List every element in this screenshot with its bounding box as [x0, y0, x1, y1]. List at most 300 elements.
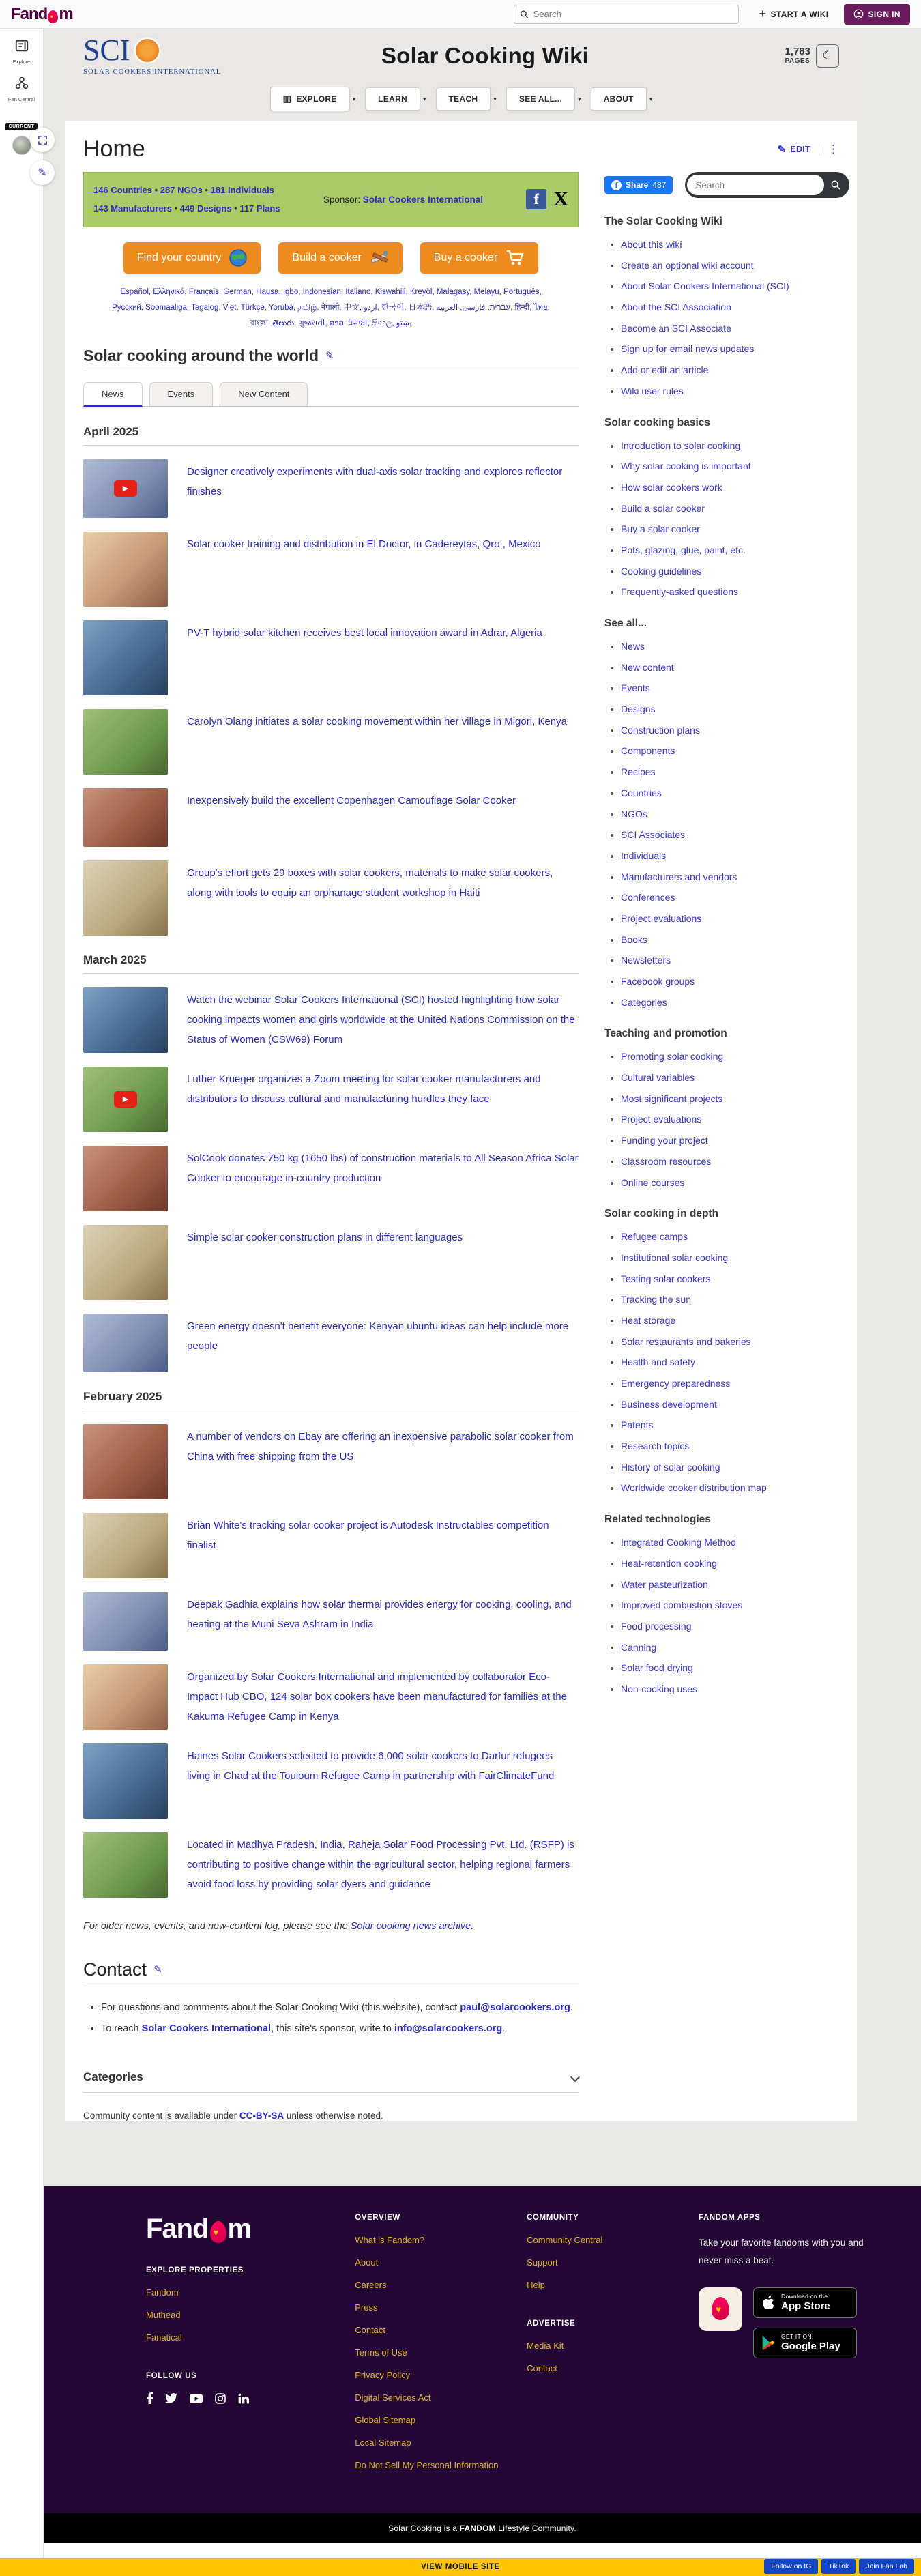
sci-wordmark[interactable] [83, 35, 267, 76]
pill-follow-on-ig[interactable]: Follow on IG [764, 2559, 818, 2574]
news-item [83, 1314, 579, 1372]
linkedin-icon[interactable] [238, 2393, 249, 2404]
footer-item [355, 2279, 527, 2291]
facebook-icon[interactable] [146, 2392, 153, 2404]
news-link[interactable]: PV-T hybrid solar kitchen receives best local innovation award in Adrar, Algeria [187, 626, 542, 639]
footer-link-muthead[interactable]: Muthead [146, 2310, 181, 2321]
wiki-nav-explore[interactable]: ▥ EXPLORE [270, 87, 350, 111]
footer-link-support[interactable]: Support [527, 2257, 558, 2268]
news-link[interactable]: Carolyn Olang initiates a solar cooking movement within her village in Migori, Kenya [187, 715, 567, 727]
stat-separator: • [231, 203, 240, 214]
stats-banner [83, 172, 579, 227]
news-link[interactable]: SolCook donates 750 kg (1650 lbs) of construction materials to All Season Africa Solar Cooker to encourage in-country production [187, 1152, 579, 1184]
sidebar-item [621, 723, 839, 738]
news-thumbnail[interactable] [83, 1225, 168, 1300]
sidebar-link-events[interactable]: Events [621, 682, 650, 694]
stat-link-181-individuals[interactable]: 181 Individuals [210, 185, 274, 195]
sci-logo-subtitle: SOLAR COOKERS INTERNATIONAL [83, 68, 222, 76]
news-link[interactable]: Designer creatively experiments with dual-axis solar tracking and explores reflector finishes [187, 465, 563, 497]
news-item [83, 987, 579, 1053]
action-label: Build a cooker [292, 251, 362, 263]
sidebar-link-about-the-sci-association[interactable]: About the SCI Association [621, 302, 731, 313]
news-thumbnail[interactable] [83, 987, 168, 1053]
sidebar-link-frequently-asked-questions[interactable]: Frequently-asked questions [621, 586, 738, 598]
stat-link-117-plans[interactable]: 117 Plans [239, 203, 280, 214]
sidebar-section-solar-cooking-basics: Solar cooking basics [604, 416, 711, 429]
sidebar-link-cooking-guidelines[interactable]: Cooking guidelines [621, 565, 702, 577]
sidebar-item [621, 543, 839, 558]
wiki-nav-caret-see-all[interactable]: ▾ [578, 95, 581, 102]
news-link[interactable]: Group's effort gets 29 boxes with solar cookers, materials to make solar cookers, along with tools to equip an orphanage student workshop in Haiti [187, 867, 553, 899]
news-item [83, 1225, 579, 1300]
news-link[interactable]: Green energy doesn't benefit everyone: Kenyan ubuntu ideas can help include more people [187, 1320, 569, 1352]
sidebar-item [621, 502, 839, 517]
news-link[interactable]: Located in Madhya Pradesh, India, Raheja Solar Food Processing Pvt. Ltd. (RSFP) is contributing to positive change within the agricultural sector, helping regional farmers avoid food loss by providing solar dyers and guidance [187, 1838, 574, 1891]
sidebar-link-classroom-resources[interactable]: Classroom resources [621, 1155, 712, 1167]
tab-events[interactable]: Events [149, 382, 214, 406]
text-segment: unless otherwise noted. [284, 2111, 383, 2122]
edit-pencil-icon: ✎ [777, 143, 787, 156]
sidebar-link-project-evaluations[interactable]: Project evaluations [621, 912, 702, 924]
footer-item [527, 2234, 699, 2246]
fandom-footer-logo[interactable]: Fand ♥ m [146, 2214, 355, 2244]
inline-link-solar-cookers-international[interactable]: Solar Cookers International [141, 2023, 272, 2035]
footer-link-terms-of-use[interactable]: Terms of Use [355, 2347, 407, 2358]
wiki-nav-group-see-all [506, 87, 581, 111]
sidebar-item [621, 661, 839, 676]
sidebar-item [621, 459, 839, 474]
view-mobile-site-bar[interactable]: VIEW MOBILE SITE [0, 2558, 921, 2576]
sidebar-item [621, 321, 839, 336]
contact-item [101, 1997, 579, 2019]
news-link[interactable]: Organized by Solar Cookers International and implemented by collaborator Eco-Impact Hub CBO, 124 solar box cookers have been manufactured for families at the Kakuma Refugee Camp in Kenya [187, 1670, 567, 1723]
news-link[interactable]: Watch the webinar Solar Cookers International (SCI) hosted highlighting how solar cooking impacts women and girls worldwide at the United Nations Commission on the Status of Women (CSW69) Forum [187, 994, 575, 1046]
sidebar-item [621, 1335, 839, 1350]
sidebar-link-cultural-variables[interactable]: Cultural variables [621, 1072, 695, 1084]
news-link[interactable]: Inexpensively build the excellent Copenhagen Camouflage Solar Cooker [187, 794, 516, 807]
footer-link-do-not-sell-my-personal-information[interactable]: Do Not Sell My Personal Information [355, 2460, 499, 2471]
wiki-title[interactable]: Solar Cooking Wiki [381, 42, 589, 68]
sidebar-item [621, 259, 839, 274]
sidebar-item [621, 1439, 839, 1454]
sidebar-item [621, 1682, 839, 1697]
footer-link-press[interactable]: Press [355, 2302, 378, 2313]
community-header: COMMUNITY [527, 2214, 579, 2223]
sidebar-link-heat-storage[interactable]: Heat storage [621, 1314, 676, 1326]
wiki-nav-group-explore [270, 87, 356, 111]
month-heading-april-2025: April 2025 [83, 425, 579, 446]
sidebar-link-institutional-solar-cooking[interactable]: Institutional solar cooking [621, 1251, 729, 1263]
google-play-badge[interactable]: GET IT ON Google Play [753, 2328, 857, 2358]
news-link[interactable]: Deepak Gadhia explains how solar thermal provides energy for cooking, cooling, and heating at the Muni Seva Ashram in India [187, 1598, 572, 1630]
wiki-nav-group-about [591, 87, 653, 111]
sidebar-link-pots-glazing-glue-paint-etc[interactable]: Pots, glazing, glue, paint, etc. [621, 544, 746, 555]
tab-news[interactable]: News [83, 382, 143, 407]
sidebar-link-online-courses[interactable]: Online courses [621, 1176, 685, 1188]
sidebar-link-testing-solar-cookers[interactable]: Testing solar cookers [621, 1273, 711, 1284]
footer-item [355, 2257, 527, 2269]
footer-link-community-central[interactable]: Community Central [527, 2235, 603, 2246]
footer-link-privacy-policy[interactable]: Privacy Policy [355, 2370, 411, 2381]
wiki-nav-caret-explore[interactable]: ▾ [352, 95, 356, 102]
sidebar-item [621, 1398, 839, 1413]
footer-link-media-kit[interactable]: Media Kit [527, 2341, 564, 2351]
tab-new-content[interactable]: New Content [220, 382, 308, 406]
sidebar-item [621, 786, 839, 801]
wiki-search[interactable] [685, 172, 849, 198]
sidebar-list-related-technologies [621, 1535, 839, 1697]
text-segment: For questions and comments about the Solar Cooking Wiki (this website), contact [101, 2001, 460, 2013]
footer-item [355, 2437, 527, 2449]
search-icon[interactable] [824, 179, 847, 190]
news-thumbnail[interactable] [83, 1067, 168, 1132]
wiki-nav-caret-learn[interactable]: ▾ [423, 95, 426, 102]
news-thumbnail[interactable] [83, 860, 168, 936]
sidebar-link-research-topics[interactable]: Research topics [621, 1441, 690, 1452]
facebook-icon: f [611, 180, 622, 190]
wiki-nav-caret-about[interactable]: ▾ [649, 95, 653, 102]
sidebar-link-water-pasteurization[interactable]: Water pasteurization [621, 1578, 708, 1590]
footer-link-what-is-fandom[interactable]: What is Fandom? [355, 2235, 425, 2246]
sidebar-link-buy-a-solar-cooker[interactable]: Buy a solar cooker [621, 523, 700, 535]
news-thumbnail[interactable] [83, 1424, 168, 1499]
sidebar-item [621, 702, 839, 717]
sidebar-link-create-an-optional-wiki-account[interactable]: Create an optional wiki account [621, 259, 754, 271]
news-thumbnail[interactable] [83, 709, 168, 775]
sidebar-link-canning[interactable]: Canning [621, 1641, 657, 1653]
wiki-nav-caret-teach[interactable]: ▾ [493, 95, 497, 102]
news-thumbnail[interactable] [83, 1513, 168, 1578]
apple-icon [761, 2294, 775, 2311]
fandom-app-icon[interactable] [699, 2287, 742, 2331]
sidebar-link-sci-associates[interactable]: SCI Associates [621, 829, 686, 841]
stat-link-143-manufacturers[interactable]: 143 Manufacturers [93, 203, 172, 214]
wiki-nav-learn[interactable]: LEARN [365, 87, 420, 111]
sidebar-item [621, 363, 839, 378]
inline-link-solar-cooking-news-archive[interactable]: Solar cooking news archive [350, 1920, 471, 1932]
month-heading-march-2025: March 2025 [83, 953, 579, 974]
buy-a-cooker-button[interactable] [420, 242, 538, 274]
sidebar-link-new-content[interactable]: New content [621, 661, 674, 673]
current-wiki-avatar[interactable] [12, 136, 31, 155]
community-note-bar: Solar Cooking is a FANDOM Lifestyle Community. [44, 2513, 921, 2543]
sidebar-link-introduction-to-solar-cooking[interactable]: Introduction to solar cooking [621, 439, 741, 451]
sidebar-item [621, 807, 839, 822]
sidebar-item [621, 1272, 839, 1287]
news-thumbnail[interactable] [83, 1664, 168, 1730]
sidebar-link-promoting-solar-cooking[interactable]: Promoting solar cooking [621, 1051, 724, 1062]
sidebar-item [621, 1050, 839, 1065]
language-links[interactable]: Español, Ελληνικά, Français, German, Hausa, Igbo, Indonesian, Italiano, Kiswahili, Kreyòl, Malagasy, Melayu, Português, Русский, Soomaaliga, Tagalog, Việt, Türkçe, Yorùbá, தமிழ், नेपाली, 中文, اردو, 한국어, 日本語, עברית, فارسی, العربية, हिन्दी, ไทย, বাংলা, తెలుగు, ગુજરાતી, ລາວ, ਪੰਜਾਬੀ, සිංහල, پښتو [112, 287, 550, 328]
stats-line-2 [93, 199, 280, 218]
chevron-down-icon[interactable] [570, 2072, 580, 2082]
advertise-header: ADVERTISE [527, 2319, 576, 2328]
tools-icon [370, 250, 389, 266]
sidebar-list-solar-cooking-in-depth [621, 1230, 839, 1496]
advertise-list [527, 2340, 699, 2375]
sidebar-link-about-solar-cookers-international-sci[interactable]: About Solar Cookers International (SCI) [621, 280, 789, 292]
sidebar-link-improved-combustion-stoves[interactable]: Improved combustion stoves [621, 1600, 743, 1611]
news-item [83, 1146, 579, 1211]
pill-join-fan-lab[interactable]: Join Fan Lab [859, 2559, 914, 2574]
sidebar-link-solar-food-drying[interactable]: Solar food drying [621, 1662, 693, 1674]
footer-link-contact[interactable]: Contact [527, 2363, 557, 2374]
sidebar-item [621, 237, 839, 252]
sign-in-button[interactable] [844, 4, 910, 25]
sidebar-link-facebook-groups[interactable]: Facebook groups [621, 976, 695, 987]
sidebar-link-tracking-the-sun[interactable]: Tracking the sun [621, 1294, 691, 1305]
sidebar-link-sign-up-for-email-news-updates[interactable]: Sign up for email news updates [621, 343, 755, 355]
sidebar-link-emergency-preparedness[interactable]: Emergency preparedness [621, 1378, 731, 1389]
news-thumbnail[interactable] [83, 1743, 168, 1819]
sidebar-link-refugee-camps[interactable]: Refugee camps [621, 1231, 688, 1243]
build-a-cooker-button[interactable] [278, 242, 402, 274]
sidebar-link-add-or-edit-an-article[interactable]: Add or edit an article [621, 364, 709, 376]
fan-central-icon [14, 76, 29, 91]
sidebar-link-worldwide-cooker-distribution-map[interactable]: Worldwide cooker distribution map [621, 1482, 767, 1494]
news-item [83, 1424, 579, 1499]
quick-edit-pencil-icon[interactable]: ✎ [30, 160, 55, 185]
sidebar-link-project-evaluations[interactable]: Project evaluations [621, 1114, 702, 1125]
sidebar-link-become-an-sci-associate[interactable]: Become an SCI Associate [621, 322, 731, 334]
wiki-nav-see-all[interactable]: SEE ALL... [506, 87, 575, 111]
sidebar-link-solar-restaurants-and-bakeries[interactable]: Solar restaurants and bakeries [621, 1335, 751, 1347]
news-thumbnail[interactable] [83, 1314, 168, 1372]
news-thumbnail[interactable] [83, 532, 168, 607]
sidebar-item [621, 849, 839, 864]
footer-item [355, 2459, 527, 2472]
sidebar-item [621, 953, 839, 968]
contact-list [101, 1997, 579, 2041]
sidebar-item [621, 1314, 839, 1329]
rail-explore-label: Explore [12, 59, 31, 65]
footer-link-about[interactable]: About [355, 2257, 379, 2268]
sidebar-item [621, 1418, 839, 1433]
edit-button[interactable] [777, 143, 810, 156]
sidebar-section-see-all: See all... [604, 618, 647, 629]
sidebar-link-business-development[interactable]: Business development [621, 1398, 717, 1410]
sidebar-item [621, 639, 839, 654]
floating-social-pills [764, 2559, 914, 2574]
sidebar-item [621, 1071, 839, 1086]
footer-link-digital-services-act[interactable]: Digital Services Act [355, 2392, 431, 2403]
expand-icon[interactable] [30, 128, 55, 152]
sidebar-item [621, 300, 839, 315]
sidebar-item [621, 564, 839, 579]
text-segment: , this site's sponsor, write to [271, 2023, 394, 2035]
wiki-nav-teach[interactable]: TEACH [436, 87, 491, 111]
news-thumbnail[interactable] [83, 459, 168, 518]
sidebar-link-health-and-safety[interactable]: Health and safety [621, 1357, 695, 1368]
youtube-icon[interactable] [190, 2394, 203, 2403]
find-your-country-button[interactable] [123, 242, 261, 274]
sidebar-link-construction-plans[interactable]: Construction plans [621, 724, 700, 736]
footer-link-global-sitemap[interactable]: Global Sitemap [355, 2415, 416, 2426]
global-topbar [0, 0, 921, 29]
sidebar-item [621, 585, 839, 600]
sidebar-item [621, 1578, 839, 1593]
text-segment: Community content is available under [83, 2111, 239, 2122]
sidebar-link-components[interactable]: Components [621, 745, 675, 757]
sidebar-link-newsletters[interactable]: Newsletters [621, 955, 671, 966]
site-footer [44, 2186, 921, 2513]
sidebar-item [621, 912, 839, 927]
pill-tiktok[interactable]: TikTok [821, 2559, 856, 2574]
stat-link-146-countries[interactable]: 146 Countries [93, 185, 152, 195]
fandom-apps-header: FANDOM APPS [699, 2214, 761, 2223]
instagram-icon[interactable] [215, 2393, 226, 2404]
app-store-badge[interactable]: Download on the App Store [753, 2287, 857, 2318]
sidebar-link-why-solar-cooking-is-important[interactable]: Why solar cooking is important [621, 461, 751, 472]
sidebar-link-categories[interactable]: Categories [621, 996, 667, 1008]
theme-toggle-moon-icon[interactable]: ☾ [816, 44, 839, 68]
footer-item [527, 2340, 699, 2352]
global-search-input[interactable] [533, 9, 733, 19]
sidebar-item [621, 1376, 839, 1391]
sci-logo-text: SCI [83, 33, 130, 67]
sidebar-item [621, 1155, 839, 1170]
news-item [83, 709, 579, 775]
inline-link-paul-solarcookers-org[interactable]: paul@solarcookers.org [460, 2001, 570, 2013]
footer-link-fandom[interactable]: Fandom [146, 2287, 179, 2298]
rail-explore[interactable] [0, 38, 43, 65]
stat-link-287-ngos[interactable]: 287 NGOs [160, 185, 203, 195]
news-link[interactable]: Haines Solar Cookers selected to provide 6,000 solar cookers to Darfur refugees living in Chad at the Touloum Refugee Camp in partnership with FairClimateFund [187, 1750, 555, 1782]
sidebar-link-manufacturers-and-vendors[interactable]: Manufacturers and vendors [621, 871, 737, 882]
sidebar-item [621, 1619, 839, 1634]
news-item [83, 1592, 579, 1651]
footer-link-careers[interactable]: Careers [355, 2280, 387, 2291]
news-link[interactable]: Solar cooker training and distribution in El Doctor, in Cadereytas, Qro., Mexico [187, 538, 541, 550]
start-a-wiki-button[interactable] [759, 7, 829, 21]
video-play-icon: ▶ [114, 480, 137, 497]
kebab-menu-icon[interactable]: ⋮ [828, 142, 839, 156]
categories-title: Categories [83, 2070, 143, 2084]
footer-item [355, 2302, 527, 2314]
globe-icon [229, 249, 247, 267]
sidebar-link-designs[interactable]: Designs [621, 704, 656, 715]
sidebar-link-conferences[interactable]: Conferences [621, 892, 675, 903]
sidebar-link-funding-your-project[interactable]: Funding your project [621, 1135, 708, 1146]
rail-fan-central-label: Fan Central [8, 96, 35, 102]
explore-properties-header: EXPLORE PROPERTIES [146, 2266, 244, 2275]
news-item [83, 1664, 579, 1730]
sidebar-item [621, 1661, 839, 1676]
sidebar-item [621, 1176, 839, 1191]
section-edit-pencil-icon[interactable]: ✎ [325, 350, 334, 362]
facebook-icon[interactable]: f [526, 189, 546, 209]
news-item [83, 860, 579, 936]
twitter-icon[interactable] [165, 2393, 177, 2403]
news-link[interactable]: Brian White's tracking solar cooker project is Autodesk Instructables competition finalist [187, 1519, 549, 1551]
news-link[interactable]: Luther Krueger organizes a Zoom meeting for solar cooker manufacturers and distributors to discuss cultural and manufacturing hurdles they face [187, 1073, 541, 1105]
stat-link-449-designs[interactable]: 449 Designs [179, 203, 232, 214]
sidebar-item [621, 439, 839, 454]
quick-action-buttons [83, 242, 579, 274]
news-thumbnail[interactable] [83, 1832, 168, 1898]
news-thumbnail[interactable] [83, 788, 168, 847]
footer-link-help[interactable]: Help [527, 2280, 545, 2291]
news-item [83, 1743, 579, 1819]
sidebar-link-most-significant-projects[interactable]: Most significant projects [621, 1092, 723, 1104]
footer-link-contact[interactable]: Contact [355, 2325, 386, 2336]
right-sidebar [604, 172, 839, 2121]
sidebar-item [621, 933, 839, 948]
user-icon [853, 9, 864, 19]
inline-link-cc-by-sa[interactable]: CC-BY-SA [239, 2111, 284, 2122]
sidebar-link-patents[interactable]: Patents [621, 1419, 654, 1431]
sidebar-item [621, 1112, 839, 1127]
news-item [83, 788, 579, 847]
social-icons [146, 2392, 355, 2404]
sidebar-link-food-processing[interactable]: Food processing [621, 1620, 692, 1632]
sidebar-link-how-solar-cookers-work[interactable]: How solar cookers work [621, 481, 722, 493]
pages-count: 1,783 [785, 45, 810, 57]
rail-fan-central[interactable] [0, 76, 43, 102]
sidebar-link-recipes[interactable]: Recipes [621, 766, 656, 778]
sidebar-section-related-technologies: Related technologies [604, 1514, 711, 1526]
sidebar-link-heat-retention-cooking[interactable]: Heat-retention cooking [621, 1557, 717, 1569]
sidebar-link-build-a-solar-cooker[interactable]: Build a solar cooker [621, 502, 705, 514]
news-item [83, 1832, 579, 1898]
sponsor-link[interactable]: Solar Cookers International [362, 194, 484, 205]
contact-edit-pencil-icon[interactable]: ✎ [154, 1964, 162, 1976]
footer-link-local-sitemap[interactable]: Local Sitemap [355, 2437, 411, 2448]
sidebar-item [621, 1230, 839, 1245]
sidebar-link-books[interactable]: Books [621, 934, 647, 945]
sidebar-link-countries[interactable]: Countries [621, 787, 662, 798]
sidebar-item [621, 1481, 839, 1496]
sidebar-item [621, 681, 839, 696]
stats-line-1 [93, 181, 280, 199]
sidebar-sections [604, 216, 839, 1697]
wiki-nav-about[interactable]: ABOUT [591, 87, 647, 111]
overview-header: OVERVIEW [355, 2214, 400, 2223]
news-thumbnail[interactable] [83, 1592, 168, 1651]
footer-item [146, 2332, 355, 2344]
wiki-nav-group-teach [436, 87, 497, 111]
sidebar-link-non-cooking-uses[interactable]: Non-cooking uses [621, 1683, 698, 1694]
sidebar-link-integrated-cooking-method[interactable]: Integrated Cooking Method [621, 1537, 736, 1548]
sidebar-link-about-this-wiki[interactable]: About this wiki [621, 239, 682, 250]
section-title: Solar cooking around the world [83, 346, 319, 364]
sidebar-link-wiki-user-rules[interactable]: Wiki user rules [621, 385, 684, 396]
current-wiki-tag: CURRENT [5, 123, 38, 130]
pages-label: PAGES [785, 57, 810, 66]
footer-item [146, 2287, 355, 2299]
news-thumbnail[interactable] [83, 1146, 168, 1211]
x-twitter-icon[interactable]: X [553, 188, 568, 211]
news-link[interactable]: A number of vendors on Ebay are offering an inexpensive parabolic solar cooker from China with free shipping from the US [187, 1430, 574, 1462]
footer-item [355, 2347, 527, 2359]
news-thumbnail[interactable] [83, 620, 168, 695]
footer-link-fanatical[interactable]: Fanatical [146, 2332, 182, 2343]
sidebar-item [621, 1092, 839, 1107]
fandom-logo[interactable] [11, 5, 73, 24]
wiki-search-input[interactable] [687, 175, 824, 195]
sidebar-item [621, 974, 839, 989]
sidebar-link-individuals[interactable]: Individuals [621, 850, 667, 861]
sidebar-link-news[interactable]: News [621, 641, 645, 652]
stat-separator: • [151, 185, 160, 195]
facebook-share-button[interactable]: f Share 487 [604, 176, 673, 194]
news-link[interactable]: Simple solar cooker construction plans in different languages [187, 1231, 463, 1243]
global-search[interactable] [514, 5, 739, 24]
sidebar-link-history-of-solar-cooking[interactable]: History of solar cooking [621, 1461, 720, 1473]
categories-header [83, 2070, 579, 2093]
inline-link-info-solarcookers-org[interactable]: info@solarcookers.org [394, 2023, 503, 2035]
sidebar-link-ngos[interactable]: NGOs [621, 808, 647, 820]
